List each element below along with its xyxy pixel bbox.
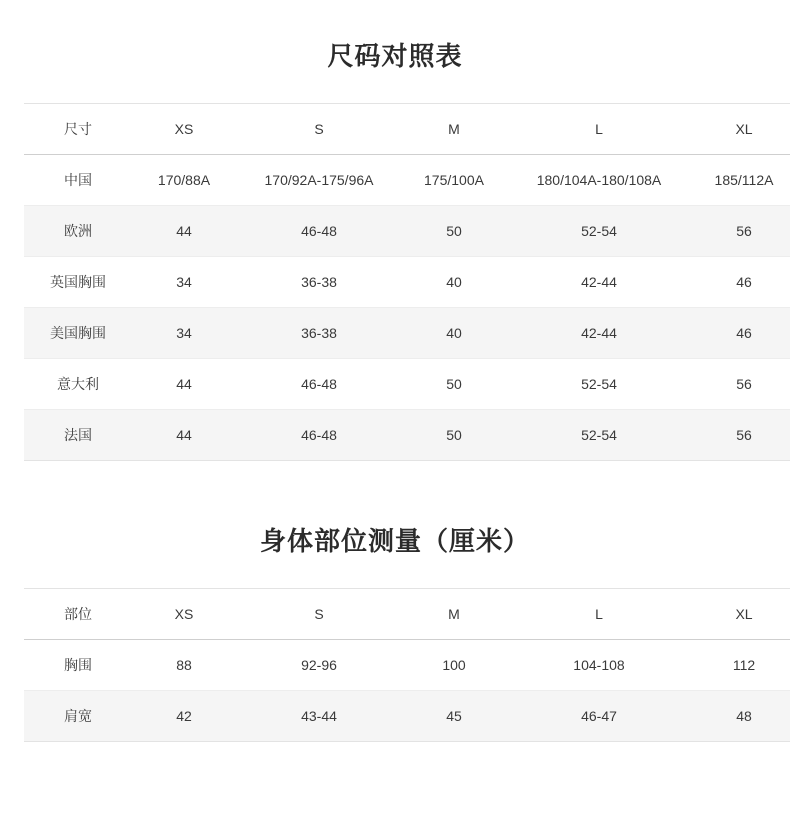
cell-xs: 44 bbox=[176, 427, 192, 443]
cell-m: 40 bbox=[446, 325, 462, 341]
column-header-label: 尺寸 bbox=[64, 121, 92, 137]
body-measurement-header bbox=[24, 589, 790, 640]
cell-m: 100 bbox=[442, 657, 466, 673]
table-row bbox=[24, 155, 790, 206]
body-measurement-table bbox=[24, 588, 790, 742]
cell-l: 52-54 bbox=[581, 223, 617, 239]
page-title-size-chart: 尺码对照表 bbox=[327, 41, 463, 71]
size-chart-body bbox=[24, 155, 790, 461]
cell-l: 104-108 bbox=[573, 657, 625, 673]
size-chart-header bbox=[24, 104, 790, 155]
cell-s: 43-44 bbox=[301, 708, 337, 724]
table-row bbox=[24, 640, 790, 691]
table-row bbox=[24, 308, 790, 359]
cell-l: 52-54 bbox=[581, 427, 617, 443]
size-guide-page bbox=[0, 36, 790, 772]
cell-m: 50 bbox=[446, 223, 462, 239]
column-header-m: M bbox=[448, 121, 460, 137]
cell-xs: 44 bbox=[176, 376, 192, 392]
column-header-xl: XL bbox=[735, 606, 753, 622]
cell-l: 180/104A-180/108A bbox=[536, 172, 662, 188]
cell-xs: 88 bbox=[176, 657, 192, 673]
row-label: 肩宽 bbox=[64, 708, 92, 724]
cell-l: 42-44 bbox=[581, 325, 617, 341]
cell-xs: 34 bbox=[176, 325, 192, 341]
column-header-s: S bbox=[314, 121, 324, 137]
cell-xl: 48 bbox=[736, 708, 752, 724]
column-header-xl: XL bbox=[735, 121, 753, 137]
column-header-xs: XS bbox=[174, 121, 194, 137]
page-title-body-measurements: 身体部位测量（厘米） bbox=[259, 526, 530, 556]
cell-m: 40 bbox=[446, 274, 462, 290]
cell-l: 42-44 bbox=[581, 274, 617, 290]
table-row bbox=[24, 257, 790, 308]
row-label: 法国 bbox=[64, 427, 92, 443]
cell-s: 92-96 bbox=[301, 657, 337, 673]
table-row bbox=[24, 206, 790, 257]
row-label: 欧洲 bbox=[64, 223, 92, 239]
cell-s: 46-48 bbox=[301, 376, 337, 392]
cell-s: 170/92A-175/96A bbox=[264, 172, 374, 188]
column-header-s: S bbox=[314, 606, 324, 622]
cell-xs: 44 bbox=[176, 223, 192, 239]
bottom-spacer bbox=[24, 742, 766, 772]
cell-xl: 46 bbox=[736, 274, 752, 290]
cell-s: 36-38 bbox=[301, 274, 337, 290]
cell-xl: 56 bbox=[736, 427, 752, 443]
cell-m: 45 bbox=[446, 708, 462, 724]
cell-m: 50 bbox=[446, 427, 462, 443]
cell-xl: 185/112A bbox=[714, 172, 774, 188]
cell-m: 175/100A bbox=[424, 172, 484, 188]
cell-xl: 46 bbox=[736, 325, 752, 341]
row-label: 英国胸围 bbox=[50, 274, 106, 290]
column-header-xs: XS bbox=[174, 606, 194, 622]
cell-xs: 170/88A bbox=[157, 172, 211, 188]
cell-s: 46-48 bbox=[301, 223, 337, 239]
cell-xl: 56 bbox=[736, 376, 752, 392]
size-chart-table bbox=[24, 103, 790, 461]
table-header-row bbox=[24, 104, 790, 155]
row-label: 意大利 bbox=[57, 376, 99, 392]
body-measurement-body bbox=[24, 640, 790, 742]
cell-m: 50 bbox=[446, 376, 462, 392]
table-row bbox=[24, 691, 790, 742]
cell-xs: 34 bbox=[176, 274, 192, 290]
row-label: 胸围 bbox=[64, 657, 92, 673]
column-header-m: M bbox=[448, 606, 460, 622]
cell-l: 52-54 bbox=[581, 376, 617, 392]
row-label: 美国胸围 bbox=[50, 325, 106, 341]
column-header-label: 部位 bbox=[64, 606, 92, 622]
cell-l: 46-47 bbox=[581, 708, 617, 724]
table-row bbox=[24, 410, 790, 461]
column-header-l: L bbox=[595, 121, 603, 137]
table-row bbox=[24, 359, 790, 410]
table-header-row bbox=[24, 589, 790, 640]
cell-xl: 112 bbox=[732, 657, 756, 673]
cell-s: 46-48 bbox=[301, 427, 337, 443]
cell-xs: 42 bbox=[176, 708, 192, 724]
column-header-l: L bbox=[595, 606, 603, 622]
cell-s: 36-38 bbox=[301, 325, 337, 341]
cell-xl: 56 bbox=[736, 223, 752, 239]
row-label: 中国 bbox=[64, 172, 92, 188]
